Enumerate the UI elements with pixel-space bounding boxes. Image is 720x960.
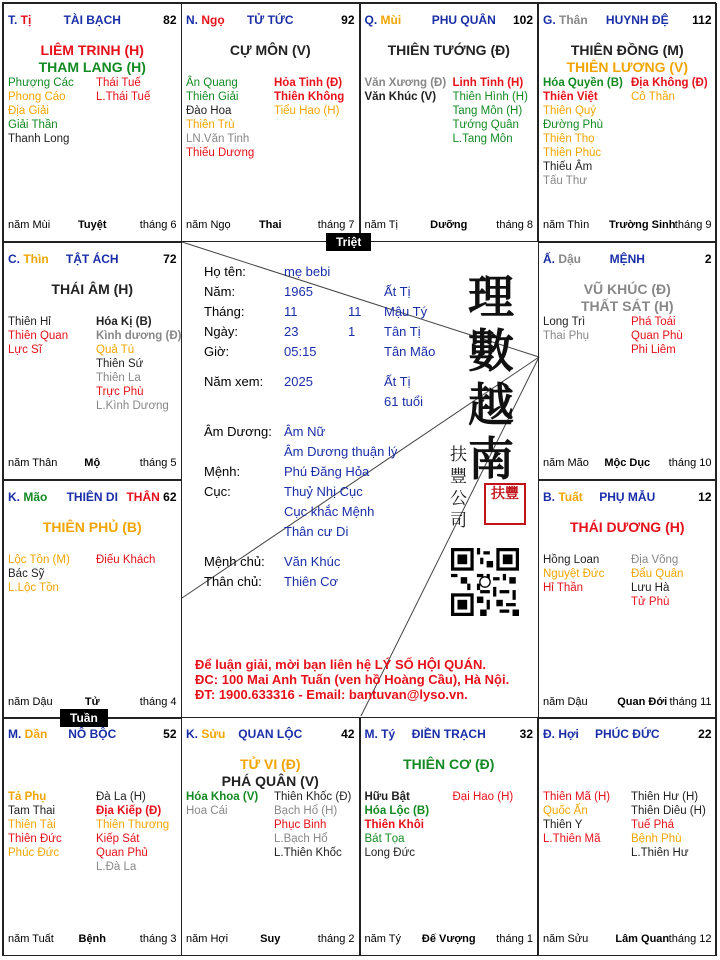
cell-mui[interactable] <box>360 3 539 242</box>
than-marker: THÂN <box>126 490 160 504</box>
star: Thái Tuế <box>96 77 141 89</box>
hour-can-chi: Tân Mão <box>384 344 436 359</box>
star: Bệnh Phù <box>631 833 682 845</box>
cell-position: K. Sửu <box>186 727 226 741</box>
footer-stage: Quan Đới <box>617 695 668 708</box>
star: Hoa Cái <box>186 805 228 817</box>
star: L.Thiên Mã <box>543 833 601 845</box>
cell-ty[interactable] <box>360 717 539 956</box>
right-stars <box>453 790 514 804</box>
calligraphy-subtitle <box>450 444 467 532</box>
star: Tuế Phá <box>631 819 675 831</box>
palace-name: PHÚC ĐỨC <box>594 727 660 741</box>
cell-footer <box>543 219 712 233</box>
star: Thiên Việt <box>543 91 598 103</box>
cell-tuat[interactable] <box>538 480 717 719</box>
palace-name: HUYNH ĐỆ <box>605 13 669 27</box>
star: L.Thiên Hư <box>631 847 689 859</box>
footer-stage: Tử <box>84 695 100 708</box>
callig-char: 南 <box>468 432 514 486</box>
cell-position: T. Tị <box>8 13 32 27</box>
main-star: LIÊM TRINH (H) <box>40 42 144 58</box>
contact-line-3[interactable]: ĐT: 1900.633316 - Email: bantuvan@lyso.vn. <box>195 687 468 702</box>
footer-month: tháng 3 <box>139 932 177 945</box>
cell-ti[interactable] <box>3 3 182 242</box>
star: Quan Phù <box>631 329 683 342</box>
left-stars <box>543 790 610 846</box>
main-star: THIÊN CƠ (Đ) <box>403 756 495 772</box>
palace-name: QUAN LỘC <box>238 727 303 741</box>
footer-month: tháng 4 <box>139 695 177 708</box>
callig-small-char: 公 <box>450 489 467 509</box>
star: L.Bạch Hổ <box>274 833 328 845</box>
star: Tiểu Hao (H) <box>274 105 340 117</box>
hour-label: Giờ: <box>204 344 230 359</box>
footer-year: năm Thìn <box>543 218 590 231</box>
star: Điếu Khách <box>96 554 156 566</box>
footer-year: năm Thân <box>8 457 58 469</box>
year-label: Năm: <box>204 284 236 299</box>
cell-thin[interactable] <box>3 242 182 481</box>
cuc-label: Cục: <box>204 484 231 499</box>
day-value: 23 <box>284 324 299 339</box>
main-star: THÁI DƯƠNG (H) <box>569 519 685 535</box>
cell-position: M. Dần <box>8 727 48 741</box>
star: L.Thái Tuế <box>96 91 151 103</box>
footer-stage: Đế Vượng <box>421 932 476 945</box>
star: Quốc Ấn <box>543 805 588 817</box>
star: Thiên Hỉ <box>8 315 51 328</box>
left-stars <box>8 76 74 146</box>
cell-footer <box>543 457 712 471</box>
star: Long Đức <box>364 847 416 859</box>
right-stars <box>96 553 155 567</box>
palace-name: ĐIỀN TRẠCH <box>411 727 486 741</box>
palace-name: NÔ BỘC <box>68 727 117 741</box>
footer-year: năm Tị <box>364 218 398 231</box>
left-stars <box>186 790 258 818</box>
footer-month: tháng 5 <box>139 457 177 469</box>
left-stars <box>8 790 62 860</box>
star: Đẩu Quân <box>631 568 684 580</box>
callig-small-char: 司 <box>450 511 467 531</box>
palace-number: 22 <box>698 727 712 741</box>
footer-stage: Mộc Dục <box>604 457 651 469</box>
day-can-chi: Tân Tị <box>384 324 421 339</box>
main-star: THÁI ÂM (H) <box>51 280 134 297</box>
star: L.Kình Dương <box>96 399 169 412</box>
left-stars <box>8 553 70 595</box>
cell-mao[interactable] <box>3 480 182 719</box>
star: Lưu Hà <box>631 582 670 594</box>
footer-year: năm Hợi <box>186 932 229 945</box>
main-stars <box>361 756 538 773</box>
day-label: Ngày: <box>204 324 238 339</box>
footer-month: tháng 1 <box>496 932 533 945</box>
star: Thiên Thọ <box>543 133 595 145</box>
palace-number: 2 <box>704 251 712 266</box>
star: Cô Thần <box>631 91 675 103</box>
main-stars <box>539 281 716 315</box>
left-stars <box>365 76 447 104</box>
age: 61 tuổi <box>384 394 424 409</box>
star: Tam Thai <box>8 805 56 817</box>
view-can-chi: Ất Tị <box>384 374 411 389</box>
cell-position: Q. Mùi <box>364 13 402 27</box>
cell-footer <box>8 696 177 710</box>
footer-month: tháng 9 <box>674 218 712 231</box>
footer-year: năm Tuất <box>8 932 54 945</box>
menh-chu-label: Mệnh chủ: <box>204 554 265 569</box>
cell-dan[interactable] <box>3 717 182 956</box>
star: Bát Tọa <box>364 833 405 845</box>
main-star: THẤT SÁT (H) <box>580 297 674 314</box>
star: Văn Xương (Đ) <box>364 77 447 89</box>
footer-month: tháng 7 <box>317 218 355 231</box>
star: Hỉ Thần <box>543 582 584 594</box>
star: Thiên Trù <box>186 119 235 131</box>
cell-dau[interactable] <box>538 242 717 481</box>
star: Tả Phụ <box>8 791 47 803</box>
star: Địa Không (Đ) <box>631 77 708 89</box>
cell-position: C. Thìn <box>8 251 49 266</box>
amduong-value: Âm Nữ <box>284 424 326 439</box>
palace-number: 52 <box>163 727 177 741</box>
star: Thiên Sứ <box>96 357 144 370</box>
star: Đà La (H) <box>96 791 146 803</box>
star: LN.Văn Tinh <box>186 133 250 145</box>
star: L.Đà La <box>96 861 137 873</box>
star: Thiếu Dương <box>186 147 255 159</box>
palace-number: 102 <box>512 13 533 27</box>
star: Ân Quang <box>186 77 238 89</box>
star: Hóa Lộc (B) <box>364 805 430 817</box>
palace-name: TÀI BẠCH <box>63 13 121 27</box>
main-star: THIÊN ĐỒNG (M) <box>570 42 684 58</box>
cell-position: Đ. Hợi <box>543 727 579 741</box>
star: Hữu Bật <box>364 791 410 803</box>
cell-footer <box>543 933 712 947</box>
callig-char: 理 <box>468 270 514 324</box>
cell-footer <box>365 933 534 947</box>
star: Long Trì <box>543 315 586 328</box>
month-lunar: 11 <box>348 304 362 319</box>
footer-year: năm Sửu <box>543 932 589 945</box>
left-stars <box>543 76 623 188</box>
main-stars <box>4 281 181 298</box>
star: Quan Phủ <box>96 847 148 859</box>
view-year-value: 2025 <box>284 374 313 389</box>
footer-year: năm Mão <box>543 457 589 469</box>
palace-number <box>126 490 176 504</box>
cell-hoi[interactable] <box>538 717 717 956</box>
menh-value: Phú Đăng Hỏa <box>284 464 370 479</box>
than-cu-value: Thân cư Di <box>284 524 349 539</box>
star: Đại Hao (H) <box>452 791 514 803</box>
star: Tử Phù <box>631 596 670 608</box>
palace-name: MỆNH <box>609 251 645 266</box>
right-stars <box>96 315 181 413</box>
palace-number: 92 <box>341 13 355 27</box>
star: L.Thiên Khốc <box>274 847 342 859</box>
star: Tướng Quân <box>452 119 519 131</box>
star: Thiên Đức <box>8 833 62 845</box>
star: Thiên Quý <box>543 105 597 117</box>
footer-stage: Mộ <box>84 457 101 469</box>
callig-char: 越 <box>468 378 514 432</box>
star: Địa Võng <box>631 554 679 566</box>
footer-stage: Trường Sinh <box>608 218 676 231</box>
footer-stage: Tuyệt <box>77 218 107 231</box>
footer-month: tháng 11 <box>669 695 712 708</box>
star: Đào Hoa <box>186 105 232 117</box>
name-label: Họ tên: <box>204 264 246 279</box>
star: Thiên Không <box>274 91 345 103</box>
star: L.Lộc Tồn <box>8 582 59 594</box>
callig-char: 數 <box>468 324 514 378</box>
cuc-value: Thuỷ Nhị Cục <box>284 484 363 499</box>
main-star: CỰ MÔN (V) <box>229 42 311 58</box>
star: Thiên Thương <box>96 819 170 831</box>
palace-name: TẬT ÁCH <box>65 251 119 266</box>
star: Tấu Thư <box>543 175 587 187</box>
right-stars <box>631 315 683 357</box>
cell-position: Ấ. Dậu <box>543 251 582 266</box>
star: Hóa Kị (B) <box>96 315 152 328</box>
footer-stage: Lâm Quan <box>615 932 670 945</box>
star: Địa Kiếp (Đ) <box>96 805 162 817</box>
than-chu-value: Thiên Cơ <box>284 574 339 589</box>
cell-footer <box>365 219 534 233</box>
footer-year: năm Dậu <box>8 695 53 708</box>
star: Tang Môn (H) <box>452 105 523 117</box>
palace-name: PHỤ MẪU <box>599 490 656 504</box>
footer-stage: Bệnh <box>78 932 106 945</box>
main-star: TỬ VI (Đ) <box>239 756 301 772</box>
palace-number: 82 <box>163 13 177 27</box>
palace-name: TỬ TỨC <box>246 13 294 27</box>
footer-month: tháng 6 <box>139 218 177 231</box>
main-stars <box>539 42 716 76</box>
main-stars <box>182 756 359 790</box>
footer-year: năm Tý <box>364 932 401 945</box>
star: Giải Thần <box>8 119 58 131</box>
right-stars <box>453 76 528 146</box>
month-can-chi: Mậu Tý <box>384 304 428 319</box>
right-stars <box>631 553 683 609</box>
footer-month: tháng 2 <box>317 932 355 945</box>
star: Quả Tú <box>96 343 135 356</box>
star: Lộc Tồn (M) <box>8 554 70 566</box>
star: Thai Phụ <box>543 329 590 342</box>
left-stars <box>8 315 68 357</box>
cell-footer <box>186 219 355 233</box>
star: Hỏa Tinh (Đ) <box>274 77 343 89</box>
star: Bạch Hổ (H) <box>274 805 338 817</box>
footer-month: tháng 10 <box>668 457 712 469</box>
star: Thiên Mã (H) <box>543 791 611 803</box>
hour-value: 05:15 <box>284 344 317 359</box>
star: Thiên Hư (H) <box>631 791 699 803</box>
left-stars <box>543 315 589 343</box>
star: Phong Cáo <box>8 91 66 103</box>
star: Hóa Khoa (V) <box>186 791 259 803</box>
star: Thiên Tài <box>8 819 56 831</box>
main-star: THIÊN PHỦ (B) <box>42 519 142 535</box>
star: Phượng Các <box>8 77 74 89</box>
palace-name: THIÊN DI <box>66 490 118 504</box>
star: Thiếu Âm <box>543 161 593 173</box>
main-stars <box>361 42 538 59</box>
right-stars <box>274 76 344 118</box>
main-star: VŨ KHÚC (Đ) <box>583 280 671 297</box>
cell-position: K. Mão <box>8 490 48 504</box>
red-seal: 扶豐 <box>484 483 526 525</box>
left-stars <box>186 76 254 160</box>
right-stars <box>274 790 351 860</box>
main-star: PHÁ QUÂN (V) <box>221 773 319 789</box>
star: Lực Sĩ <box>8 343 42 356</box>
cell-footer <box>186 933 355 947</box>
star: Thiên Hình (H) <box>452 91 528 103</box>
main-stars <box>539 519 716 536</box>
right-stars <box>96 790 169 874</box>
palace-number-value: 62 <box>163 490 177 504</box>
main-star: THIÊN TƯỚNG (Đ) <box>387 42 510 58</box>
star: Thiên Y <box>543 819 583 831</box>
star: Phúc Đức <box>8 847 60 859</box>
than-chu-label: Thân chủ: <box>204 574 262 589</box>
palace-number: 42 <box>341 727 355 741</box>
cell-position: M. Tý <box>364 727 396 741</box>
year-value: 1965 <box>284 284 313 299</box>
cell-position: B. Tuất <box>543 490 583 504</box>
left-stars <box>365 790 430 860</box>
cell-footer <box>8 457 177 471</box>
cell-than[interactable] <box>538 3 717 242</box>
callig-small-char: 豐 <box>450 467 467 487</box>
star: Thiên Khôi <box>364 819 424 831</box>
star: Thiên La <box>96 371 141 384</box>
star: Nguyệt Đức <box>543 568 605 580</box>
star: Kiếp Sát <box>96 833 140 845</box>
cuc-note: Cục khắc Mệnh <box>284 504 375 519</box>
footer-month: tháng 8 <box>496 218 533 231</box>
amduong-label: Âm Dương: <box>204 424 272 439</box>
month-value: 11 <box>284 304 298 319</box>
footer-year: năm Dậu <box>543 695 588 708</box>
triet-tag: Triệt <box>326 233 371 251</box>
menh-label: Mệnh: <box>204 464 241 479</box>
star: L.Tang Môn <box>452 133 513 145</box>
cell-suu[interactable] <box>181 717 360 956</box>
star: Hóa Quyền (B) <box>543 77 623 89</box>
palace-number: 72 <box>163 251 177 266</box>
cell-footer <box>8 933 177 947</box>
palace-name: PHU QUÂN <box>431 13 496 27</box>
footer-year: năm Ngọ <box>186 218 231 231</box>
star: Phá Toái <box>631 315 676 328</box>
footer-stage: Dưỡng <box>430 218 468 231</box>
left-stars <box>543 553 604 595</box>
day-lunar: 1 <box>348 324 356 339</box>
month-label: Tháng: <box>204 304 245 319</box>
menh-chu-value: Văn Khúc <box>284 554 341 569</box>
star: Thanh Long <box>8 133 70 145</box>
star: Địa Giải <box>8 105 49 117</box>
main-stars <box>182 42 359 59</box>
cell-footer <box>543 696 712 710</box>
contact-line-2: ĐC: 100 Mai Anh Tuấn (ven hồ Hoàng Cầu), Hà Nội. <box>195 672 510 687</box>
star: Văn Khúc (V) <box>364 91 437 103</box>
star: Kình dương (Đ) <box>96 329 182 342</box>
star: Thiên Quan <box>8 329 69 342</box>
contact-note <box>195 657 540 702</box>
footer-stage: Thai <box>258 218 282 231</box>
palace-number: 12 <box>698 490 712 504</box>
palace-number: 112 <box>692 13 712 27</box>
right-stars <box>96 76 150 104</box>
star: Đường Phù <box>543 119 603 131</box>
star: Linh Tinh (H) <box>452 77 524 89</box>
view-year-label: Năm xem: <box>204 374 264 389</box>
main-star: THAM LANG (H) <box>38 59 146 75</box>
main-stars <box>4 42 181 76</box>
star: Thiên Giải <box>186 91 239 103</box>
footer-year: năm Mùi <box>8 218 51 231</box>
contact-line-1: Để luận giải, mời bạn liên hệ LÝ SỐ HỘI QUÁN. <box>195 657 486 672</box>
callig-small-char: 扶 <box>450 445 467 465</box>
main-stars <box>4 519 181 536</box>
palace-number: 32 <box>519 727 533 741</box>
cell-position: G. Thân <box>543 13 588 27</box>
star: Phục Binh <box>274 819 327 831</box>
year-can-chi: Ất Tị <box>384 284 411 299</box>
star: Bác Sỹ <box>8 568 45 580</box>
qr-code-icon[interactable] <box>451 548 519 616</box>
right-stars <box>631 76 708 104</box>
cell-position: N. Ngọ <box>186 13 225 27</box>
right-stars <box>631 790 706 860</box>
star: Thiên Diêu (H) <box>631 805 706 817</box>
star: Hồng Loan <box>543 554 600 566</box>
tuan-tag: Tuần <box>60 709 108 727</box>
calligraphy-logo <box>468 270 514 486</box>
star: Thiên Phúc <box>543 147 602 159</box>
cell-footer <box>8 219 177 233</box>
star: Thiên Khốc (Đ) <box>274 791 352 803</box>
name-value: mẹ bebi <box>284 264 331 279</box>
cell-ngo[interactable] <box>181 3 360 242</box>
main-star: THIÊN LƯƠNG (V) <box>566 59 689 75</box>
amduong-note: Âm Dương thuận lý <box>284 444 398 459</box>
star: Phi Liêm <box>631 343 676 356</box>
star: Trực Phù <box>96 385 144 398</box>
footer-month: tháng 12 <box>668 932 712 945</box>
footer-stage: Suy <box>260 932 281 945</box>
